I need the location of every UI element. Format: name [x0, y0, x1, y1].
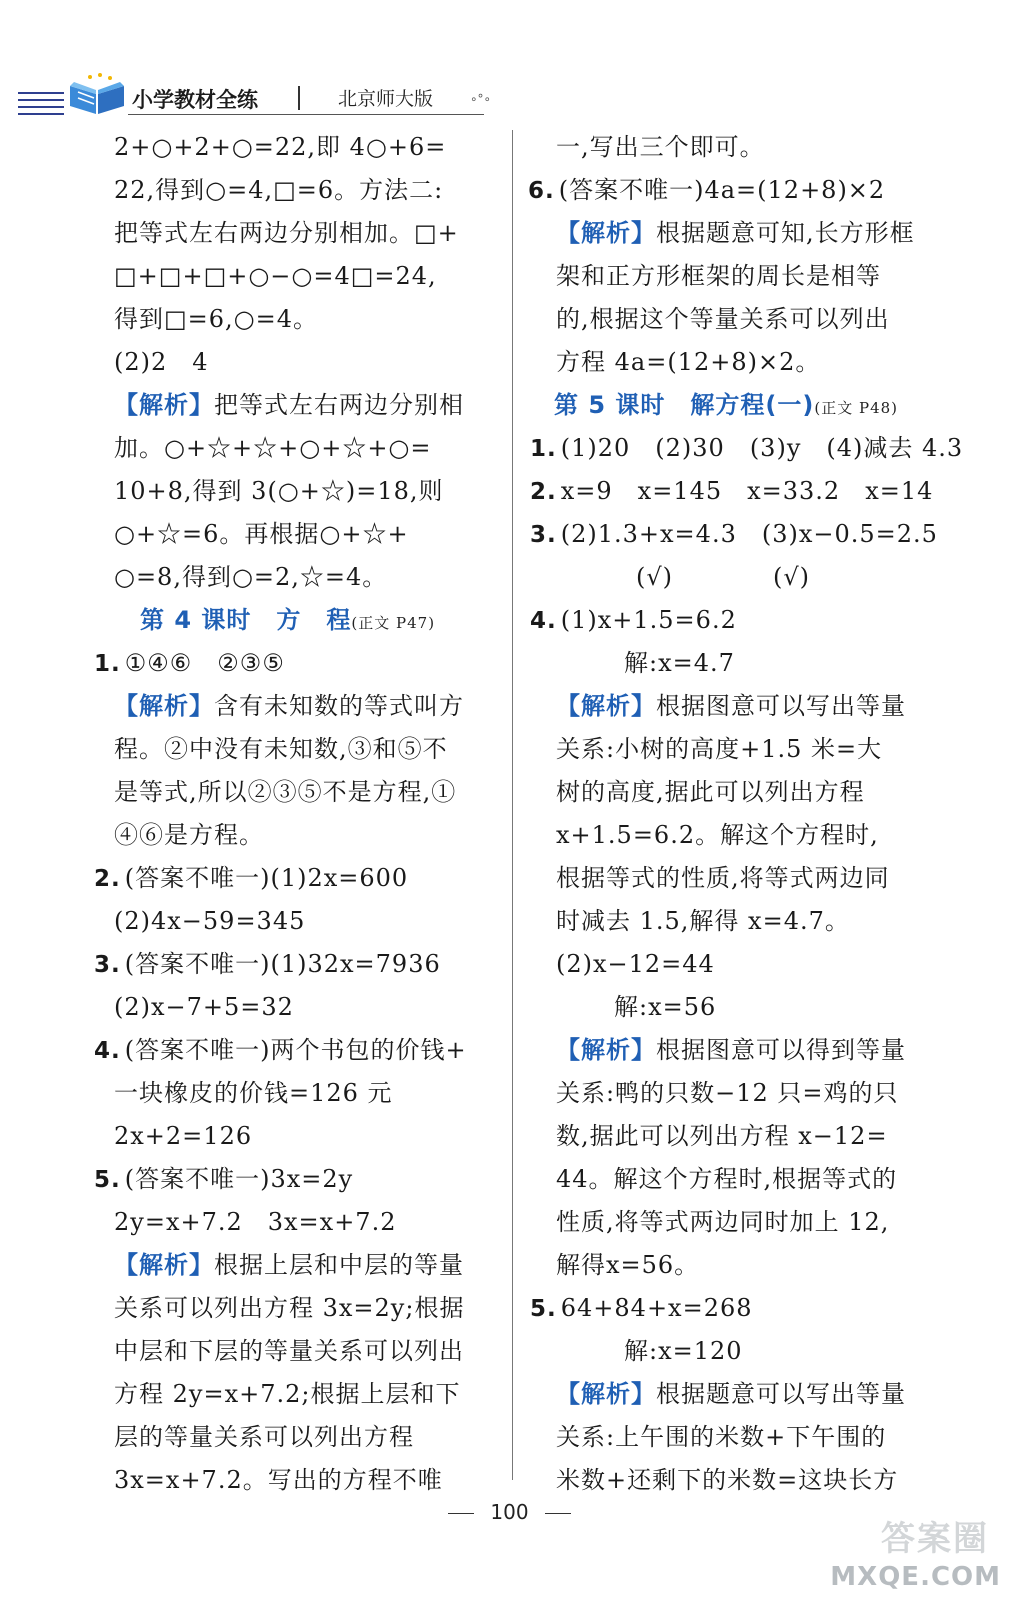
page-header [18, 70, 492, 118]
column-divider [512, 130, 513, 1480]
text-line: 米数+还剩下的米数=这块长方 [556, 1466, 899, 1494]
analysis-line: 【解析】根据题意可知,长方形框 [556, 219, 915, 247]
answer-1: 1. (1)20 (2)30 (3)y (4)减去 4.3 [530, 434, 964, 462]
analysis-line: 【解析】根据上层和中层的等量 [114, 1251, 464, 1279]
question-3: 3. (答案不唯一)(1)32x=7936 [94, 950, 441, 978]
answer-3: 3. (2)1.3+x=4.3 (3)x−0.5=2.5 [530, 520, 938, 548]
text-line: 时减去 1.5,解得 x=4.7。 [556, 907, 850, 935]
text-line: 22,得到○=4,□=6。方法二: [114, 176, 444, 204]
header-separator [298, 86, 300, 110]
text-line: 架和正方形框架的周长是相等 [556, 262, 881, 290]
open-book-icon [66, 72, 128, 116]
text-line: 解:x=4.7 [624, 649, 735, 677]
text-line: 关系:小树的高度+1.5 米=大 [556, 735, 883, 763]
text-line: 程。②中没有未知数,③和⑤不 [114, 735, 448, 763]
text-line: 中层和下层的等量关系可以列出 [114, 1337, 464, 1365]
text-line: ④⑥是方程。 [114, 821, 264, 849]
text-line: 数,据此可以列出方程 x−12= [556, 1122, 888, 1150]
text-line: 层的等量关系可以列出方程 [114, 1423, 414, 1451]
text-line: 得到□=6,○=4。 [114, 305, 319, 333]
text-line: (√) (√) [636, 563, 811, 591]
header-underline [128, 114, 484, 115]
text-line: 方程 4a=(12+8)×2。 [556, 348, 821, 376]
watermark-url: MXQE.COM [830, 1562, 1001, 1592]
analysis-line: 【解析】根据图意可以写出等量 [556, 692, 906, 720]
text-line: 2y=x+7.2 3x=x+7.2 [114, 1208, 397, 1236]
text-line: 解:x=56 [614, 993, 717, 1021]
footer-dash [448, 1513, 474, 1514]
answer-5: 5. 64+84+x=268 [530, 1294, 753, 1322]
section-heading-4: 第 4 课时 方 程(正文 P47) [140, 606, 436, 634]
text-line: 关系可以列出方程 3x=2y;根据 [114, 1294, 465, 1322]
text-line: 一块橡皮的价钱=126 元 [114, 1079, 393, 1107]
analysis-line: 【解析】含有未知数的等式叫方 [114, 692, 464, 720]
question-4: 4. (答案不唯一)两个书包的价钱+ [94, 1036, 467, 1064]
question-1: 1. ①④⑥ ②③⑤ [94, 649, 285, 677]
text-line: 44。解这个方程时,根据等式的 [556, 1165, 898, 1193]
text-line: (2)x−7+5=32 [114, 993, 294, 1021]
text-line: ○=8,得到○=2,☆=4。 [114, 563, 388, 591]
text-line: 方程 2y=x+7.2;根据上层和下 [114, 1380, 461, 1408]
analysis-line: 【解析】把等式左右两边分别相 [114, 391, 464, 419]
text-line: □+□+□+○−○=4□=24, [114, 262, 437, 290]
text-line: 关系:上午围的米数+下午围的 [556, 1423, 887, 1451]
text-line: 加。○+☆+☆+○+☆+○= [114, 434, 432, 462]
answer-4: 4. (1)x+1.5=6.2 [530, 606, 737, 634]
text-line: 树的高度,据此可以列出方程 [556, 778, 865, 806]
header-lines-decoration [18, 92, 64, 120]
section-heading-5: 第 5 课时 解方程(一)(正文 P48) [554, 391, 899, 419]
page-number: 100 [490, 1500, 529, 1524]
analysis-tag: 【解析】 [114, 391, 214, 419]
brand-title: 小学教材全练 [132, 88, 258, 112]
text-line: 关系:鸭的只数−12 只=鸡的只 [556, 1079, 899, 1107]
text-line: 根据等式的性质,将等式两边同 [556, 864, 890, 892]
text-line: 把等式左右两边分别相加。□+ [114, 219, 459, 247]
text-line: 一,写出三个即可。 [556, 133, 765, 161]
watermark-logo: 答案圈 [881, 1519, 989, 1559]
analysis-line: 【解析】根据题意可以写出等量 [556, 1380, 906, 1408]
text-line: (2)2 4 [114, 348, 209, 376]
text-line: 解得x=56。 [556, 1251, 700, 1279]
text-line: 3x=x+7.2。写出的方程不唯 [114, 1466, 443, 1494]
question-5: 5. (答案不唯一)3x=2y [94, 1165, 354, 1193]
header-dots-decoration: ∘°∘ [470, 92, 492, 106]
text-line: (2)x−12=44 [556, 950, 715, 978]
analysis-line: 【解析】根据图意可以得到等量 [556, 1036, 906, 1064]
footer-dash [545, 1513, 571, 1514]
text-line: 2+○+2+○=22,即 4○+6= [114, 133, 447, 161]
question-2: 2. (答案不唯一)(1)2x=600 [94, 864, 409, 892]
answer-2: 2. x=9 x=145 x=33.2 x=14 [530, 477, 934, 505]
page-footer [0, 1500, 1019, 1524]
text-line: ○+☆=6。再根据○+☆+ [114, 520, 409, 548]
text-line: (2)4x−59=345 [114, 907, 306, 935]
text-line: 解:x=120 [624, 1337, 743, 1365]
text-line: 2x+2=126 [114, 1122, 253, 1150]
text-line: 的,根据这个等量关系可以列出 [556, 305, 890, 333]
text-line: 是等式,所以②③⑤不是方程,① [114, 778, 457, 806]
text-line: 10+8,得到 3(○+☆)=18,则 [114, 477, 444, 505]
question-6: 6. (答案不唯一)4a=(12+8)×2 [528, 176, 886, 204]
text-line: 性质,将等式两边同时加上 12, [556, 1208, 890, 1236]
text-line: x+1.5=6.2。解这个方程时, [556, 821, 879, 849]
edition-label: 北京师大版 [338, 88, 434, 110]
